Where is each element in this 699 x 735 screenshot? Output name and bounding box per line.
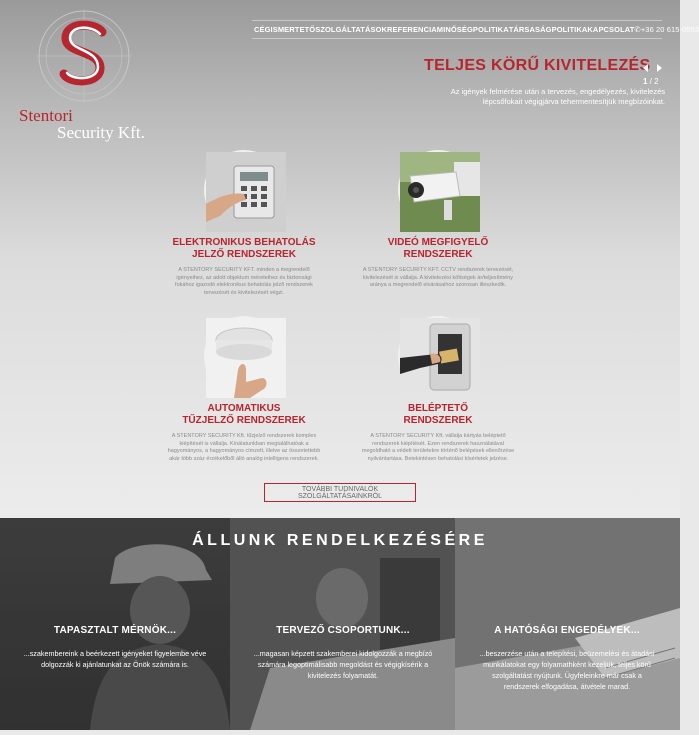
nav-phone[interactable] xyxy=(634,25,699,34)
service-title[interactable] xyxy=(164,237,324,261)
team-column-text xyxy=(467,648,667,692)
service-description: A STENTORY SECURITY KFT. minden a megrendelő igényeihez, az adott objektum méreteihez és biztonsági fokához igazodó elektronikus behatolás jelző rendszerek tervezését és kivitelezését végzi. xyxy=(175,267,313,296)
service-title-line1: AUTOMATIKUS xyxy=(207,403,281,414)
slider-separator: / xyxy=(647,77,655,86)
team-text-line: dolgozzák ki ajánlatunkat az Önök számára is. xyxy=(41,660,189,669)
phone-number: +36 20 615-0553 xyxy=(640,25,699,34)
nav-item-contact[interactable]: KAPCSOLAT xyxy=(587,25,635,34)
service-description: A STENTORY SECURITY KFT. CCTV rendszerek tervezését, kivitelezését is vállalja. A kivitelezési költségek ár/teljesítmény aránya a megrendelő elvárásaihoz szorosan illeszkedik. xyxy=(362,267,514,288)
phone-icon: ✆ xyxy=(634,25,641,34)
service-title-line1: VIDEÓ MEGFIGYELŐ xyxy=(387,237,489,248)
service-description: A STENTORY SECURITY Kft. tűzjelző rendszerek komplex kiépítését is vállalja. Kínálatunkban megtalálhatóak a hagyományos, a hagyományos címzett, illetve az összetettebb akár több száz érzékelőből álló analóg intelligens rendszerek. xyxy=(167,433,321,462)
team-column-designers xyxy=(243,625,443,681)
nav-item-corporate-policy[interactable]: TÁRSASÁGPOLITIKA xyxy=(508,25,588,34)
fire-alarm-image[interactable] xyxy=(204,316,284,396)
team-text-line: ...beszerzése után a telepítési, beüzemelési és átadási xyxy=(479,649,655,658)
service-title-line2: JELZŐ RENDSZEREK xyxy=(192,249,296,260)
service-fire-alarm xyxy=(164,316,324,463)
team-column-permits xyxy=(467,625,667,692)
team-column-title: TERVEZŐ CSOPORTUNK... xyxy=(276,625,410,636)
service-access-control xyxy=(358,316,518,463)
service-title[interactable] xyxy=(164,403,324,427)
service-title[interactable] xyxy=(358,403,518,427)
team-text-line: ...szakembereink a beérkezett igényeket figyelembe véve xyxy=(23,649,207,658)
team-text-line: rendszerek elfogadása, átvétele marad. xyxy=(503,682,631,691)
service-title-line2: TŰZJELZŐ RENDSZEREK xyxy=(182,415,306,426)
bottom-section xyxy=(0,518,680,730)
nav-item-references[interactable]: REFERENCIA xyxy=(387,25,437,34)
logo-subtitle: Security Kft. xyxy=(57,123,145,142)
logo-name: Stentori xyxy=(19,106,73,125)
intrusion-alarm-image[interactable] xyxy=(204,150,284,230)
nav-item-services[interactable]: SZOLGÁLTATÁSOK xyxy=(315,25,388,34)
service-title-line2: RENDSZEREK xyxy=(403,415,473,426)
nav-item-company[interactable]: CÉGISMERTETŐ xyxy=(254,25,316,34)
bottom-title: ÁLLUNK RENDELKEZÉSÉRE xyxy=(192,532,488,549)
more-services-button[interactable]: TOVÁBBI TUDNIVALÓK SZOLGÁLTATÁSAINKRÓL xyxy=(264,483,416,502)
access-control-image[interactable] xyxy=(398,316,478,396)
team-text-line: szolgáltatást nyújtunk. Ügyfeleinkre már csak a xyxy=(492,671,642,680)
service-title-line2: RENDSZEREK xyxy=(403,249,473,260)
team-text-line: ...magasan képzett szakemberei kidolgozzák a megbízó xyxy=(253,649,433,658)
slider-description: Az igények felmérése után a tervezés, engedélyezés, kivitelezés lépcsőfokait végigjárva tehermentesítjük megbízóinkat. xyxy=(450,87,665,106)
slider-current: 1 xyxy=(643,77,648,86)
logo-emblem xyxy=(14,10,164,110)
service-title-line1: BELÉPTETŐ xyxy=(407,403,468,414)
team-column-engineers xyxy=(15,625,215,670)
service-video-surveillance xyxy=(358,150,518,290)
service-intrusion-alarm xyxy=(164,150,324,297)
team-column-text xyxy=(15,648,215,670)
team-text-line: munkálatokat egy folyamathként kezeljük, teljes körű xyxy=(483,660,651,669)
slider-total: 2 xyxy=(654,77,659,86)
team-text-line: kivitelezés folyamatát. xyxy=(307,671,379,680)
team-column-text xyxy=(243,648,443,681)
slider-next-arrow-icon[interactable] xyxy=(657,64,662,72)
slider-counter xyxy=(643,77,659,86)
service-description: A STENTORY SECURITY Kft. vállalja kártyás beléptető rendszerek kiépítését. Ezen rendszerek használatával megoldható a védett területekre történő belépések ellenőrzése nyilvántartása. Betekintésen behatolási kísérletek jelzése. xyxy=(361,433,515,462)
slider-prev-arrow-icon[interactable] xyxy=(643,64,648,72)
logo[interactable] xyxy=(14,10,164,142)
service-title[interactable] xyxy=(358,237,518,261)
video-surveillance-image[interactable] xyxy=(398,150,478,230)
team-text-line: számára legoptimálisabb megoldást és végigkísérik a xyxy=(257,660,429,669)
nav-item-quality-policy[interactable]: MINŐSÉGPOLITIKA xyxy=(436,25,509,34)
service-title-line1: ELEKTRONIKUS BEHATOLÁS xyxy=(172,237,316,248)
team-column-title: TAPASZTALT MÉRNÖK... xyxy=(53,625,177,636)
main-nav xyxy=(252,20,699,39)
team-column-title: A HATÓSÁGI ENGEDÉLYEK... xyxy=(494,625,640,636)
slider-title: TELJES KÖRŰ KIVITELEZÉS xyxy=(424,57,651,74)
